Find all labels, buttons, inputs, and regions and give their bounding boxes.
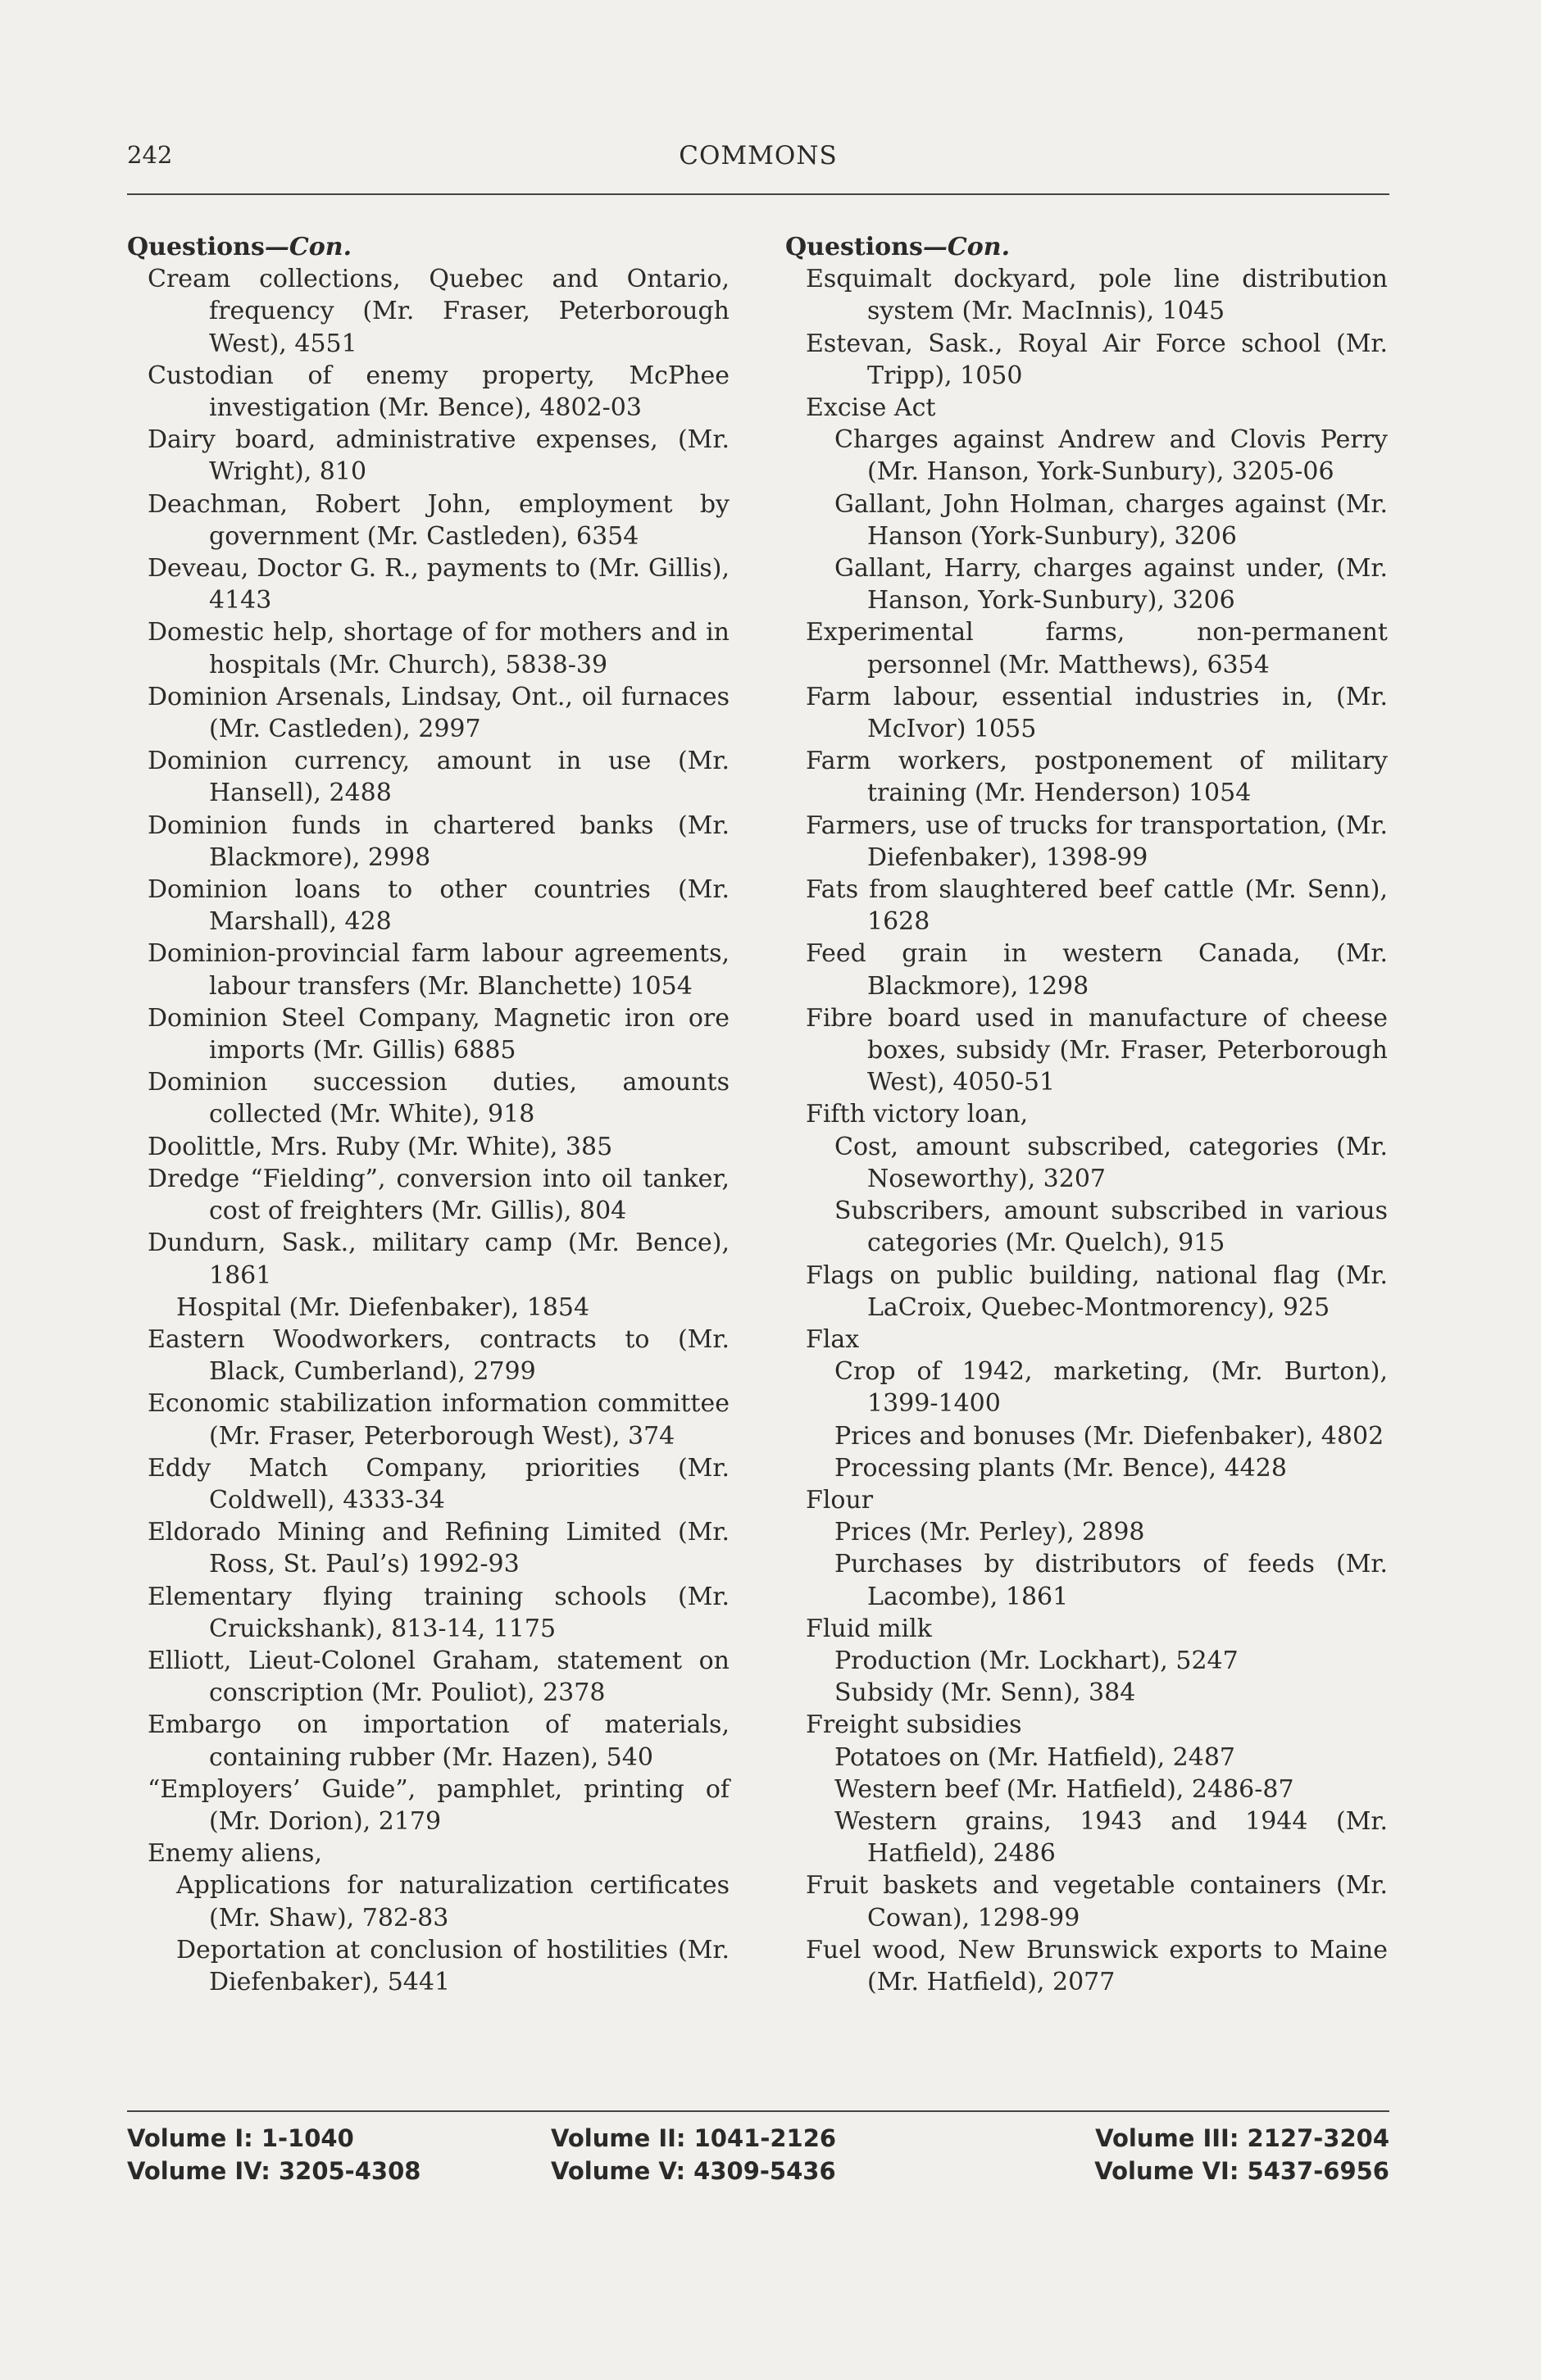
running-title: COMMONS <box>679 141 838 170</box>
index-entry: Dominion Arsenals, Lindsay, Ont., oil furnaces (Mr. Castleden), 2997 <box>148 682 730 744</box>
index-entry: Farm workers, postponement of military training (Mr. Henderson) 1054 <box>806 747 1388 808</box>
index-entry: Custodian of enemy property, McPhee investigation (Mr. Bence), 4802-03 <box>148 361 730 423</box>
index-entry: Flour <box>806 1485 874 1515</box>
volume-footer <box>127 2124 1389 2190</box>
index-subentry: Hospital (Mr. Diefenbaker), 1854 <box>176 1292 590 1322</box>
index-entry: Fats from slaughtered beef cattle (Mr. Senn), 1628 <box>806 875 1388 937</box>
index-entry: Dredge “Fielding”, conversion into oil tanker, cost of freighters (Mr. Gillis), 804 <box>148 1164 730 1226</box>
index-subentry: Western beef (Mr. Hatfield), 2486-87 <box>834 1774 1294 1804</box>
index-entry: Flags on public building, national flag (Mr. LaCroix, Quebec-Montmorency), 925 <box>806 1260 1388 1322</box>
volume-range: Volume V: 4309-5436 <box>551 2157 836 2185</box>
index-entry: Doolittle, Mrs. Ruby (Mr. White), 385 <box>148 1132 613 1161</box>
column-heading: Questions—Con. <box>127 233 352 261</box>
index-entry: Cream collections, Quebec and Ontario, frequency (Mr. Fraser, Peterborough West), 4551 <box>148 265 730 358</box>
index-entry: Fuel wood, New Brunswick exports to Maine (Mr. Hatfield), 2077 <box>806 1935 1388 1996</box>
volume-range: Volume VI: 5437-6956 <box>1094 2157 1389 2185</box>
left-column <box>127 231 730 1998</box>
index-entry: Estevan, Sask., Royal Air Force school (Mr. Tripp), 1050 <box>806 329 1388 390</box>
index-entry: Elementary flying training schools (Mr. Cruickshank), 813-14, 1175 <box>148 1582 730 1643</box>
volume-range: Volume I: 1-1040 <box>127 2124 354 2152</box>
index-entry: Fluid milk <box>806 1614 932 1643</box>
volume-range: Volume IV: 3205-4308 <box>127 2157 421 2185</box>
index-subentry: Purchases by distributors of feeds (Mr. Lacombe), 1861 <box>834 1550 1388 1611</box>
index-entry: Domestic help, shortage of for mothers and in hospitals (Mr. Church), 5838-39 <box>148 618 730 679</box>
index-subentry: Subsidy (Mr. Senn), 384 <box>834 1678 1136 1708</box>
index-entry: Eastern Woodworkers, contracts to (Mr. Black, Cumberland), 2799 <box>148 1324 730 1387</box>
index-subentry: Gallant, Harry, charges against under, (Mr. Hanson, York-Sunbury), 3206 <box>834 554 1388 615</box>
index-entry: Eldorado Mining and Refining Limited (Mr. Ross, St. Paul’s) 1992-93 <box>148 1518 730 1579</box>
index-entry: “Employers’ Guide”, pamphlet, printing of (Mr. Dorion), 2179 <box>148 1774 730 1836</box>
volume-range: Volume III: 2127-3204 <box>1095 2124 1389 2152</box>
right-column <box>785 231 1388 1998</box>
index-subentry: Deportation at conclusion of hostilities (Mr. Diefenbaker), 5441 <box>176 1935 730 1996</box>
index-entry: Esquimalt dockyard, pole line distribution system (Mr. MacInnis), 1045 <box>806 265 1388 326</box>
index-entry: Dominion succession duties, amounts collected (Mr. White), 918 <box>148 1068 730 1129</box>
index-subentry: Subscribers, amount subscribed in various categories (Mr. Quelch), 915 <box>834 1197 1388 1258</box>
index-entry: Excise Act <box>806 393 936 423</box>
entry-list <box>127 263 730 1998</box>
index-entry: Deveau, Doctor G. R., payments to (Mr. Gillis), 4143 <box>148 554 730 615</box>
index-entry: Fifth victory loan, <box>806 1100 1029 1129</box>
page-header <box>127 141 1389 177</box>
index-entry: Flax <box>806 1324 860 1354</box>
index-entry: Enemy aliens, <box>148 1839 322 1869</box>
index-entry: Eddy Match Company, priorities (Mr. Coldwell), 4333-34 <box>148 1453 730 1515</box>
index-entry: Dairy board, administrative expenses, (Mr. Wright), 810 <box>148 425 730 487</box>
index-subentry: Gallant, John Holman, charges against (Mr. Hanson (York-Sunbury), 3206 <box>834 489 1388 551</box>
column-heading: Questions—Con. <box>785 233 1011 261</box>
index-subentry: Potatoes on (Mr. Hatfield), 2487 <box>834 1742 1236 1772</box>
index-entry: Experimental farms, non-permanent personnel (Mr. Matthews), 6354 <box>806 618 1388 679</box>
index-subentry: Western grains, 1943 and 1944 (Mr. Hatfield), 2486 <box>834 1806 1388 1869</box>
index-subentry: Crop of 1942, marketing, (Mr. Burton), 1399-1400 <box>834 1357 1388 1419</box>
page-number: 242 <box>127 141 173 169</box>
index-entry: Elliott, Lieut-Colonel Graham, statement on conscription (Mr. Pouliot), 2378 <box>148 1646 730 1708</box>
index-subentry: Production (Mr. Lockhart), 5247 <box>834 1646 1239 1675</box>
volume-range: Volume II: 1041-2126 <box>551 2124 837 2152</box>
index-entry: Dominion currency, amount in use (Mr. Hansell), 2488 <box>148 747 730 808</box>
index-subentry: Prices (Mr. Perley), 2898 <box>834 1518 1145 1547</box>
index-entry: Fruit baskets and vegetable containers (Mr. Cowan), 1298-99 <box>806 1871 1388 1933</box>
index-entry: Fibre board used in manufacture of cheese boxes, subsidy (Mr. Fraser, Peterborough West), 4050-51 <box>806 1003 1388 1097</box>
footer-rule <box>127 2110 1389 2112</box>
index-entry: Feed grain in western Canada, (Mr. Blackmore), 1298 <box>806 939 1388 1001</box>
index-entry: Dominion loans to other countries (Mr. Marshall), 428 <box>148 875 730 937</box>
index-entry: Embargo on importation of materials, containing rubber (Mr. Hazen), 540 <box>148 1710 730 1772</box>
index-entry: Farm labour, essential industries in, (Mr. McIvor) 1055 <box>806 682 1388 744</box>
index-entry: Dominion Steel Company, Magnetic iron ore imports (Mr. Gillis) 6885 <box>148 1003 730 1065</box>
index-entry: Freight subsidies <box>806 1710 1022 1740</box>
index-subentry: Cost, amount subscribed, categories (Mr. Noseworthy), 3207 <box>834 1132 1388 1193</box>
entry-list <box>785 263 1388 1998</box>
volume-row <box>127 2124 1389 2157</box>
index-entry: Farmers, use of trucks for transportation, (Mr. Diefenbaker), 1398-99 <box>806 811 1388 872</box>
index-entry: Economic stabilization information committee (Mr. Fraser, Peterborough West), 374 <box>148 1389 730 1451</box>
index-entry: Dominion-provincial farm labour agreements, labour transfers (Mr. Blanchette) 1054 <box>148 939 730 1001</box>
index-subentry: Charges against Andrew and Clovis Perry (Mr. Hanson, York-Sunbury), 3205-06 <box>834 425 1388 487</box>
header-rule <box>127 193 1389 195</box>
index-entry: Dundurn, Sask., military camp (Mr. Bence), 1861 <box>148 1229 730 1290</box>
index-subentry: Applications for naturalization certificates (Mr. Shaw), 782-83 <box>176 1871 730 1933</box>
volume-row <box>127 2157 1389 2190</box>
index-subentry: Processing plants (Mr. Bence), 4428 <box>834 1453 1287 1483</box>
index-entry: Deachman, Robert John, employment by government (Mr. Castleden), 6354 <box>148 489 730 551</box>
index-subentry: Prices and bonuses (Mr. Diefenbaker), 4802 <box>834 1421 1384 1451</box>
index-entry: Dominion funds in chartered banks (Mr. Blackmore), 2998 <box>148 811 730 872</box>
